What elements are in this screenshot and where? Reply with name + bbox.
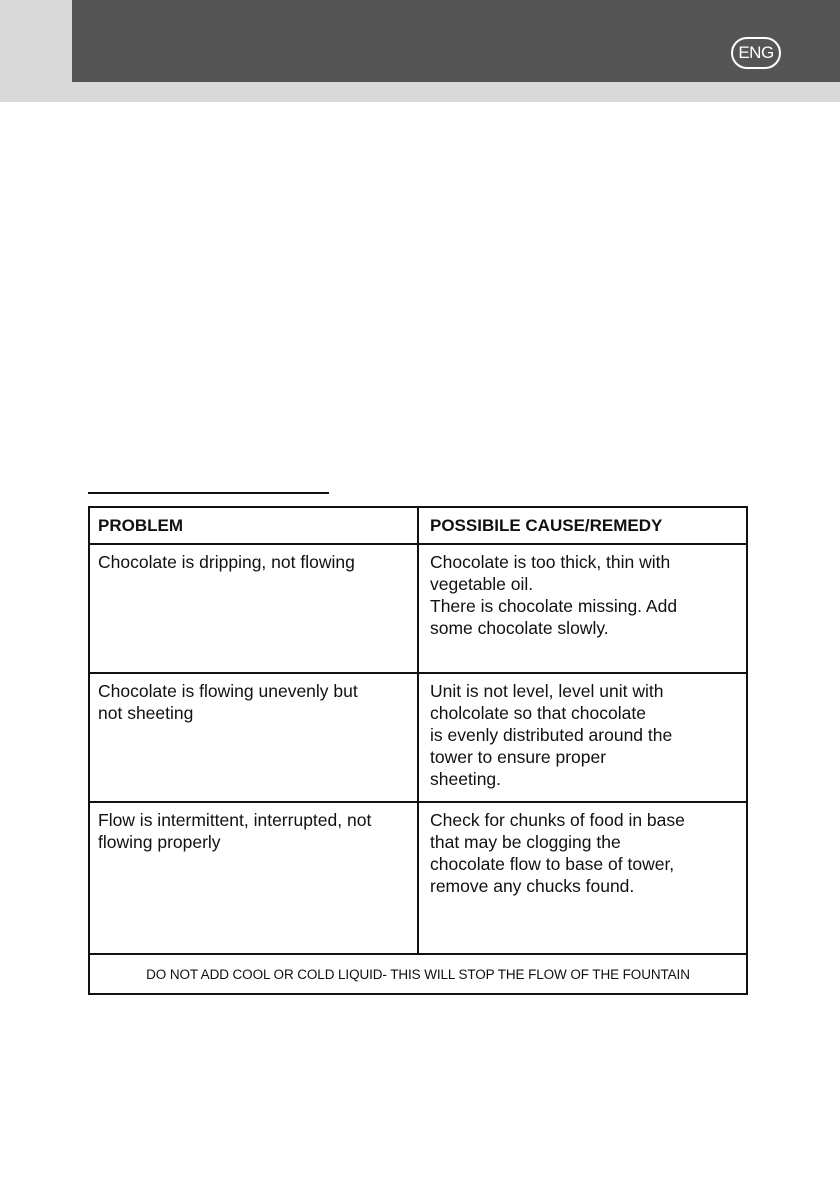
cell-text-line: is evenly distributed around the [430, 725, 673, 745]
cell-text-line: sheeting. [430, 769, 502, 789]
cell-text-line: remove any chucks found. [430, 876, 635, 896]
cell-text-line: Chocolate is flowing unevenly but [98, 681, 358, 701]
cell-text-line: Flow is intermittent, interrupted, not [98, 810, 372, 830]
cell-text-line: cholcolate so that chocolate [430, 703, 646, 723]
table-cell-problem [90, 545, 418, 673]
column-header-problem: PROBLEM [98, 516, 183, 535]
table-cell-remedy [420, 803, 746, 953]
cell-text-line: not sheeting [98, 703, 194, 723]
header-bar [72, 0, 840, 82]
cell-text-line: flowing properly [98, 832, 221, 852]
cell-text-line: that may be clogging the [430, 832, 621, 852]
troubleshooting-table [88, 506, 748, 995]
cell-text-line: There is chocolate missing. Add [430, 596, 678, 616]
cell-text-line: chocolate flow to base of tower, [430, 854, 675, 874]
cell-text-line: some chocolate slowly. [430, 618, 609, 638]
section-heading-underline [88, 492, 329, 494]
cell-text-line: Check for chunks of food in base [430, 810, 685, 830]
table-footer-warning: DO NOT ADD COOL OR COLD LIQUID- THIS WILL STOP THE FLOW OF THE FOUNTAIN [146, 967, 690, 982]
cell-text-line: tower to ensure proper [430, 747, 607, 767]
cell-text-line: Chocolate is dripping, not flowing [98, 552, 355, 572]
cell-text-line: vegetable oil. [430, 574, 534, 594]
page-edge-strip [0, 0, 72, 102]
header-divider [72, 82, 840, 102]
cell-text-line: Unit is not level, level unit with [430, 681, 664, 701]
column-header-remedy: POSSIBILE CAUSE/REMEDY [430, 516, 663, 535]
table-cell-remedy [420, 545, 746, 673]
language-badge: ENG [731, 37, 781, 69]
cell-text-line: Chocolate is too thick, thin with [430, 552, 671, 572]
row-divider [90, 953, 746, 955]
table-cell-problem [90, 674, 418, 802]
table-cell-problem [90, 803, 418, 953]
table-cell-remedy [420, 674, 746, 802]
